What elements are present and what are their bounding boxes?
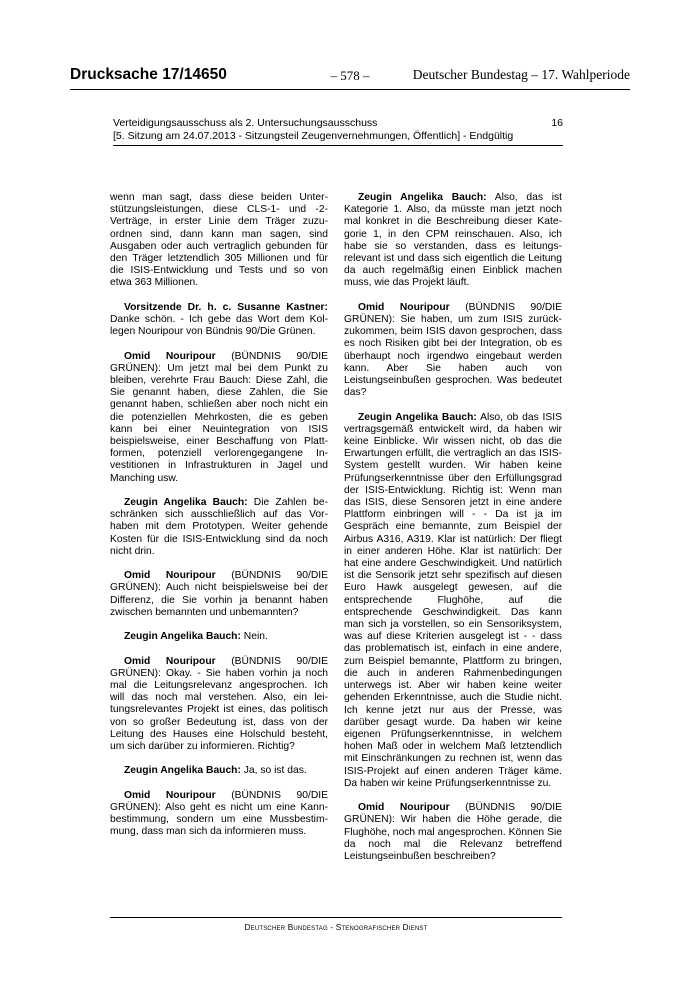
speaker-name: Zeugin Angelika Bauch:: [124, 765, 241, 777]
speaker-name: Vorsitzende Dr. h. c. Susanne Kastner:: [124, 301, 328, 313]
speaker-party: (BÜNDNIS 90/DIE GRÜNEN):: [110, 570, 328, 594]
paragraph: Zeugin Angelika Bauch: Also, ob das ISIS vertragsgemäß entwickelt wird, da haben wir keine Einblicke. Wir wissen nicht, ob das die Erwartungen erfüllt, die vertraglich an das ISIS-System gestellt wurden. Wir haben keine Prüfungserkenntnisse über den Erfüllungsgrad der ISIS-Entwicklung. Richtig ist: Wenn man das ISIS, diese Sensoren jetzt in eine andere Plattform einbringen will - - Da ist ja im Gespräch eine bemannte, zum Beispiel der Airbus A316, A319. Klar ist natürlich: Der fliegt in einer anderen Höhe. Klar ist natürlich: Der hat eine andere Geschwindigkeit. Und natürlich ist die Sensorik jetzt sehr spezifisch auf diesen Euro Hawk ausgelegt gewesen, auf die entsprechende Flughöhe, auf die entsprechende Geschwindigkeit. Das kann man sich ja vorstellen, so ein Sensoriksystem, was auf diese Kriterien ausgelegt ist - - dass das problematisch ist, einfach in eine andere, zum Beispiel bemannte, Plattform zu bringen, die auch in anderen Rahmenbedingungen unterwegs ist. Aber wir haben keine weiter gehenden Erkenntnisse, auch die Studie nicht. Ich kenne jetzt nur aus der Presse, was darüber gesagt wurde. Da haben wir keine eigenen Prüfungserkenntnisse, in welchem hohen Maß oder in welchem Maß letztendlich mit Einschränkungen zu rechnen ist, wenn das ISIS-Projekt auf einen anderen Träger käme. Da haben wir keine Prüfungserkenntnisse zu.: [344, 411, 562, 789]
speaker-name: Omid Nouripour: [124, 570, 216, 582]
document-number: Drucksache 17/14650: [70, 66, 227, 83]
page-header: [70, 64, 630, 90]
paragraph: wenn man sagt, dass diese beiden Unterstützungsleistungen, diese CLS-1- und -2-Verträge, in erster Linie dem Träger zuzuordnen sind, dann kann man sagen, sind Ausgaben oder auch vertraglich gebunden für den Träger letztendlich 305 Millionen und für die ISIS-Entwicklung und Tests und so von etwa 363 Millionen.: [110, 192, 328, 289]
speaker-name: Zeugin Angelika Bauch:: [358, 411, 477, 423]
paragraph: Vorsitzende Dr. h. c. Susanne Kastner: Danke schön. - Ich gebe das Wort dem Kollegen Nouripour von Bündnis 90/Die Grünen.: [110, 301, 328, 338]
speaker-name: Zeugin Angelika Bauch:: [124, 631, 241, 643]
paragraph: Omid Nouripour (BÜNDNIS 90/DIE GRÜNEN): Um jetzt mal bei dem Punkt zu bleiben, verehrte Frau Bauch: Diese Zahl, die Sie genannt haben, diese Zahlen, die Sie genannt haben, schließen aber noch nicht ein die potenziellen Mehrkosten, die es geben kann bei einer Neuintegration von ISIS beispielsweise, einer Beschaffung von Plattformen, potenziell verlorengegangene Investitionen in Infrastrukturen in Jagel und Manching usw.: [110, 350, 328, 484]
committee-title: Verteidigungsausschuss als 2. Untersuchungsausschuss: [113, 117, 378, 129]
institution-label: Deutscher Bundestag – 17. Wahlperiode: [412, 67, 630, 82]
paragraph: Omid Nouripour (BÜNDNIS 90/DIE GRÜNEN): Okay. - Sie haben vorhin ja noch mal die Leitungsrelevanz angesprochen. Ich will das noch mal verstehen. Also, ein leitungsrelevantes Projekt ist eines, das politisch von so großer Bedeutung ist, dass von der Leitung des Hauses eine Holschuld besteht, um sich darüber zu informieren. Richtig?: [110, 655, 328, 753]
session-info: [5. Sitzung am 24.07.2013 - Sitzungsteil Zeugenvernehmungen, Öffentlich] - Endgültig: [113, 130, 514, 142]
speaker-name: Omid Nouripour: [124, 350, 216, 362]
session-divider: [113, 145, 563, 146]
paragraph: Omid Nouripour (BÜNDNIS 90/DIE GRÜNEN): Auch nicht beispielsweise bei der Differenz, die Sie vorhin ja benannt haben zwischen bemannten und unbemannten?: [110, 570, 328, 618]
speaker-name: Omid Nouripour: [358, 802, 450, 814]
page-number: – 578 –: [330, 68, 370, 83]
paragraph: Zeugin Angelika Bauch: Nein.: [124, 631, 268, 643]
speaker-name: Omid Nouripour: [124, 789, 216, 801]
protocol-page-number: 16: [551, 117, 563, 129]
speaker-party: (BÜNDNIS 90/DIE GRÜNEN):: [344, 802, 562, 826]
paragraph: Omid Nouripour (BÜNDNIS 90/DIE GRÜNEN): Also geht es nicht um eine Kannbestimmung, sondern um eine Mussbestimmung, dass man sich da informieren muss.: [110, 789, 328, 838]
speaker-name: Omid Nouripour: [124, 655, 216, 667]
paragraph: Omid Nouripour (BÜNDNIS 90/DIE GRÜNEN): Sie haben, um zum ISIS zurückzukommen, beim ISIS davon gesprochen, dass es noch Risiken gibt bei der Integration, ob es überhaupt noch irgendwo eingebaut werden kann. Aber Sie haben auch von Leistungseinbußen gesprochen. Was bedeutet das?: [344, 301, 562, 399]
paragraph: Zeugin Angelika Bauch: Die Zahlen beschränken sich ausschließlich auf das Vorhaben mit dem Prototypen. Weiter gehende Kosten für die ISIS-Entwicklung sind da noch nicht drin.: [110, 497, 328, 557]
speaker-party: (BÜNDNIS 90/DIE GRÜNEN):: [344, 301, 562, 326]
left-column: [110, 192, 328, 851]
paragraph: Omid Nouripour (BÜNDNIS 90/DIE GRÜNEN): Wir haben die Höhe gerade, die Flughöhe, noch mal angesprochen. Können Sie da noch mal die Relevanz betreffend Leistungseinbußen beschreiben?: [344, 802, 562, 862]
paragraph: Zeugin Angelika Bauch: Also, das ist Kategorie 1. Also, da müsste man jetzt noch mal konkret in die Beschreibung dieser Kategorie 1, in den CPM reinschauen. Also, ich habe sie so verstanden, dass es leitungsrelevant ist und dass sich eigentlich die Leitung da auch regelmäßig einen Einblick machen muss, wie das Projekt läuft.: [344, 192, 563, 289]
speaker-name: Zeugin Angelika Bauch:: [124, 497, 248, 509]
speaker-party: (BÜNDNIS 90/DIE GRÜNEN):: [110, 655, 328, 679]
paragraph: Zeugin Angelika Bauch: Ja, so ist das.: [124, 765, 307, 777]
speaker-name: Omid Nouripour: [358, 301, 450, 313]
speaker-party: (BÜNDNIS 90/DIE GRÜNEN):: [110, 350, 328, 374]
speaker-party: (BÜNDNIS 90/DIE GRÜNEN):: [110, 789, 328, 814]
session-header: [113, 117, 563, 143]
right-column: [344, 192, 562, 875]
footer-divider: [110, 917, 562, 918]
footer-label: Deutscher Bundestag - Stenografischer Dienst: [244, 923, 428, 932]
speaker-name: Zeugin Angelika Bauch:: [358, 192, 487, 203]
